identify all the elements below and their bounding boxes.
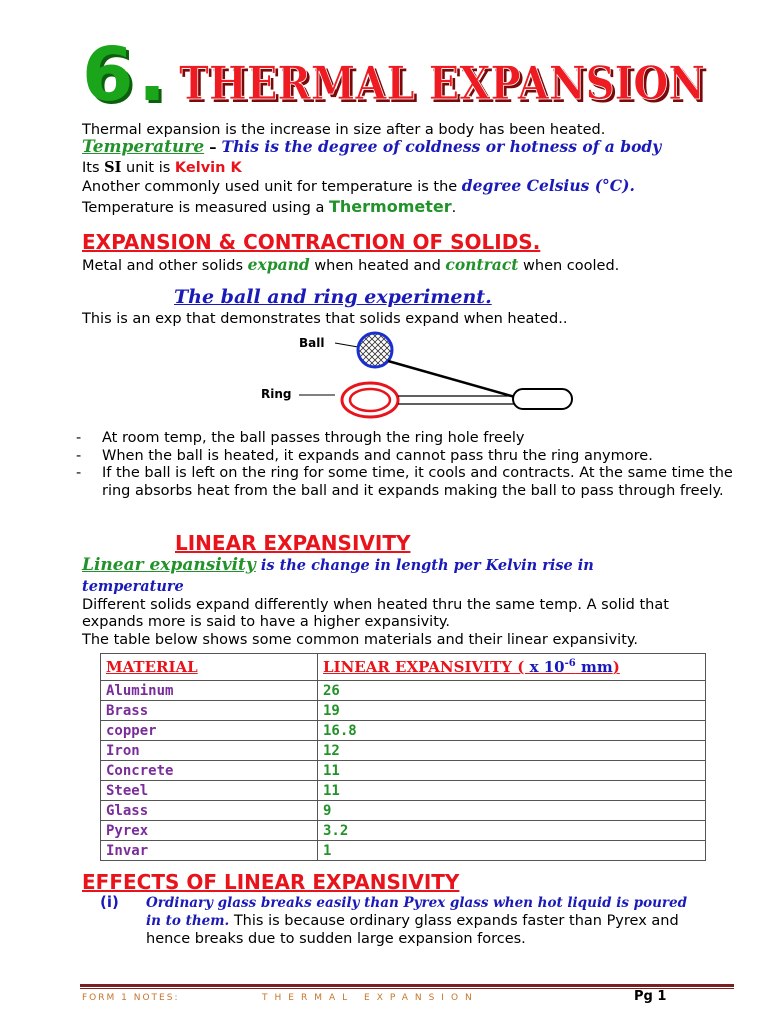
col-expansivity-sup: -6 (564, 658, 576, 669)
value-cell: 3.2 (318, 821, 706, 841)
linear-definition-2: temperature (82, 578, 184, 595)
temperature-definition: This is the degree of coldness or hotness of a body (221, 137, 662, 156)
page-number: Pg 1 (634, 989, 667, 1004)
material-cell: Aluminum (101, 681, 318, 701)
col-expansivity-b: x 10 (529, 658, 565, 676)
table-row (101, 741, 706, 761)
material-cell: Pyrex (101, 821, 318, 841)
effects-item-italic-2: in to them. (146, 913, 230, 929)
thermal-expansion-definition: Thermal expansion is the increase in size after a body has been heated. (82, 122, 606, 138)
value-cell: 16.8 (318, 721, 706, 741)
linear-definition: is the change in length per Kelvin rise in (255, 557, 594, 574)
ball-shape (358, 333, 392, 367)
temperature-definition-line (82, 138, 661, 157)
effects-item-rest-2: This is because ordinary glass expands faster than Pyrex and (229, 913, 679, 929)
ring-label: Ring (261, 387, 292, 401)
si-mid: unit is (121, 160, 175, 176)
chapter-dot: . (138, 32, 167, 118)
footer-center: THERMAL EXPANSION (262, 993, 479, 1003)
si-prefix: Its (82, 160, 105, 176)
experiment-description: This is an exp that demonstrates that solids expand when heated.. (82, 311, 568, 327)
value-cell: 12 (318, 741, 706, 761)
material-cell: Brass (101, 701, 318, 721)
expand-word: expand (247, 255, 310, 274)
effects-heading: EFFECTS OF LINEAR EXPANSIVITY (82, 870, 460, 894)
footer-left: FORM 1 NOTES: (82, 993, 180, 1003)
measured-prefix: Temperature is measured using a (82, 200, 329, 216)
thermometer-line (82, 198, 456, 217)
material-cell: Steel (101, 781, 318, 801)
list-item: - If the ball is left on the ring for some time, it cools and contracts. At the same time the ring absorbs heat from the ball and it expands making the ball to pass through freely. (76, 465, 736, 500)
handle (513, 389, 572, 409)
effects-item-line-3: hence breaks due to sudden large expansion forces. (146, 931, 526, 947)
ball-ring-diagram (255, 330, 585, 430)
solids-line (82, 256, 619, 275)
col-expansivity-c: mm (575, 658, 613, 676)
experiment-observations (76, 430, 736, 500)
svg-text:THERMAL EXPANSION: THERMAL EXPANSION (182, 59, 708, 113)
table-row (101, 761, 706, 781)
linear-para-3: The table below shows some common materials and their linear expansivity. (82, 632, 639, 648)
col-expansivity-a: LINEAR EXPANSIVITY ( (323, 658, 530, 676)
temperature-dash: – (204, 140, 222, 156)
value-cell: 1 (318, 841, 706, 861)
table-row (101, 721, 706, 741)
col-material: MATERIAL (101, 654, 318, 681)
solids-line-b: when heated and (309, 258, 446, 274)
table-row (101, 681, 706, 701)
svg-text:THERMAL EXPANSION: THERMAL EXPANSION (179, 56, 705, 110)
effects-item-line-1: Ordinary glass breaks easily than Pyrex glass when hot liquid is poured (146, 895, 688, 911)
ring-inner (350, 389, 390, 411)
value-cell: 19 (318, 701, 706, 721)
solids-line-c: when cooled. (518, 258, 620, 274)
list-item: - At room temp, the ball passes through the ring hole freely (76, 430, 736, 448)
table-row (101, 821, 706, 841)
linear-definition-line (82, 556, 594, 575)
table-row (101, 801, 706, 821)
experiment-heading: The ball and ring experiment. (174, 286, 492, 308)
linear-heading: LINEAR EXPANSIVITY (175, 531, 411, 555)
material-cell: Iron (101, 741, 318, 761)
chapter-number: 6 (82, 32, 132, 118)
table-row (101, 841, 706, 861)
col-expansivity (318, 654, 706, 681)
measured-suffix: . (451, 200, 457, 216)
chapter-title (176, 44, 716, 114)
effects-item-line-2 (146, 912, 679, 930)
temperature-term: Temperature (82, 137, 205, 157)
si-unit-line (82, 159, 242, 177)
col-expansivity-d: ) (612, 658, 620, 676)
value-cell: 26 (318, 681, 706, 701)
material-cell: Glass (101, 801, 318, 821)
other-unit: degree Celsius (°C). (461, 176, 635, 195)
material-cell: copper (101, 721, 318, 741)
material-cell: Concrete (101, 761, 318, 781)
material-cell: Invar (101, 841, 318, 861)
expansivity-table (100, 653, 706, 861)
linear-term: Linear expansivity (82, 555, 256, 575)
other-unit-line (82, 177, 635, 196)
linear-para-2: expands more is said to have a higher expansivity. (82, 614, 451, 630)
linear-para-1: Different solids expand differently when heated thru the same temp. A solid that (82, 597, 669, 613)
list-item: - When the ball is heated, it expands and cannot pass thru the ring anymore. (76, 448, 736, 466)
solids-line-a: Metal and other solids (82, 258, 248, 274)
ball-label: Ball (299, 336, 325, 350)
si-word: SI (104, 159, 122, 176)
value-cell: 11 (318, 781, 706, 801)
footer-rule (80, 984, 734, 987)
table-row (101, 781, 706, 801)
si-unit: Kelvin K (174, 160, 242, 176)
solids-heading: EXPANSION & CONTRACTION OF SOLIDS. (82, 230, 541, 254)
value-cell: 11 (318, 761, 706, 781)
table-header-row (101, 654, 706, 681)
contract-word: contract (445, 255, 519, 274)
effects-item-label: (i) (100, 893, 119, 911)
table-row (101, 701, 706, 721)
other-unit-prefix: Another commonly used unit for temperature is the (82, 179, 462, 195)
value-cell: 9 (318, 801, 706, 821)
thermometer-word: Thermometer (328, 197, 452, 216)
